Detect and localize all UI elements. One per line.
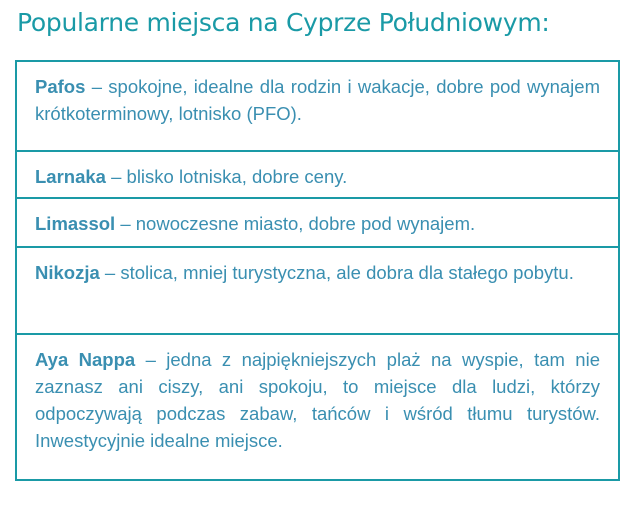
list-item-aya-nappa bbox=[17, 335, 618, 479]
place-description: – blisko lotniska, dobre ceny. bbox=[105, 166, 348, 187]
page-title: Popularne miejsca na Cyprze Południowym: bbox=[17, 8, 550, 37]
list-item-pafos bbox=[17, 62, 618, 152]
list-item-limassol bbox=[17, 199, 618, 248]
place-name: Aya Nappa bbox=[35, 349, 136, 370]
place-description: – spokojne, idealne dla rodzin i wakacje, dobre pod wynajem krótkoterminowy, lotnisko (PFO). bbox=[35, 76, 600, 124]
place-name: Limassol bbox=[35, 213, 116, 234]
list-item-nikozja bbox=[17, 248, 618, 335]
list-item-larnaka bbox=[17, 152, 618, 199]
place-description: – stolica, mniej turystyczna, ale dobra dla stałego pobytu. bbox=[99, 262, 574, 283]
place-name: Nikozja bbox=[35, 262, 100, 283]
place-name: Pafos bbox=[35, 76, 86, 97]
places-list bbox=[15, 60, 620, 481]
place-name: Larnaka bbox=[35, 166, 106, 187]
place-description: – nowoczesne miasto, dobre pod wynajem. bbox=[115, 213, 476, 234]
place-description: – jedna z najpiękniejszych plaż na wyspie, tam nie zaznasz ani ciszy, ani spokoju, to miejsce dla ludzi, którzy odpoczywają podczas zabaw, tańców i wśród tłumu turystów. Inwestycyjnie idealne miejsce. bbox=[35, 349, 600, 451]
